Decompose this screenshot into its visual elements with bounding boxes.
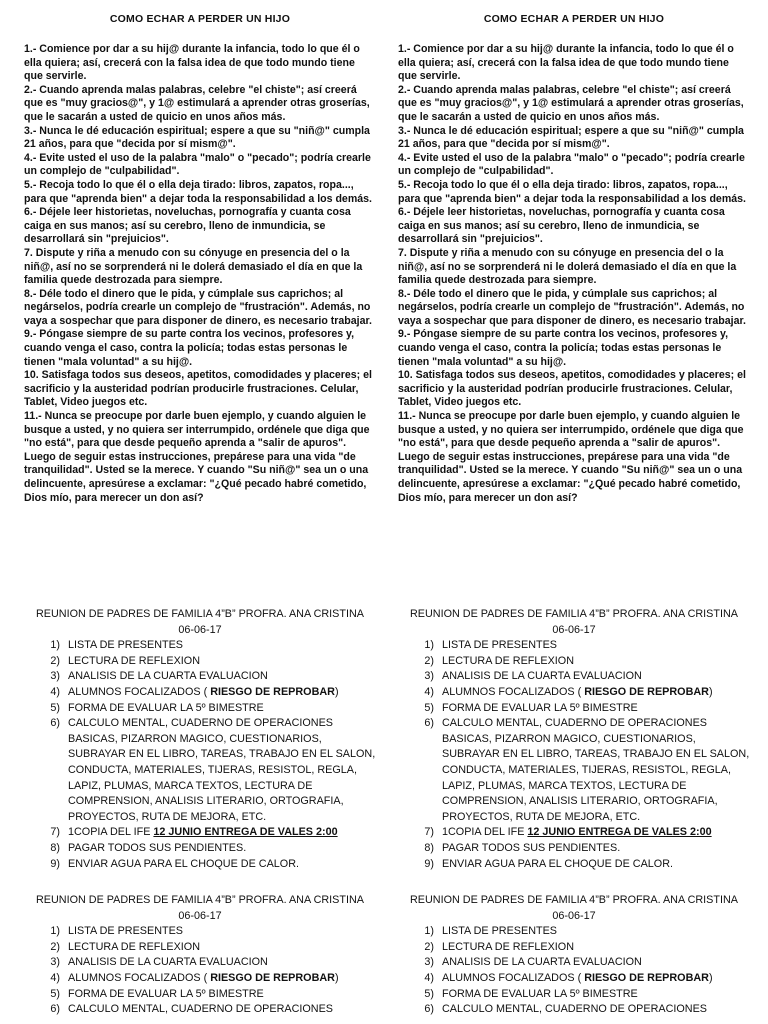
risk-label: RIESGO DE REPROBAR <box>584 971 709 984</box>
agenda-item-text: CALCULO MENTAL, CUADERNO DE OPERACIONES BASICAS, PIZARRON MAGICO, CUESTIONARIOS, SUBRAYAR EN EL LIBRO, TAREAS, TRABAJO EN EL SALON, CONDUCTA, MATERIALES, TIJERAS, RESISTOL, REGLA, LAPIZ, PLUMAS, MARCA TEXTOS, LECTURA DE COMPRENSION, ANALISIS LITERARIO, ORTOGRAFIA, PROYECTOS, RUTA DE MEJORA, ETC. <box>442 717 750 823</box>
agenda-item-text: ANALISIS DE LA CUARTA EVALUACION <box>442 670 642 683</box>
agenda-item-number: 4) <box>50 971 60 984</box>
agenda-item-number: 3) <box>50 956 60 969</box>
agenda-item <box>24 638 376 654</box>
agenda-item <box>24 825 376 841</box>
agenda-item-text <box>442 825 750 841</box>
agenda-title: REUNION DE PADRES DE FAMILIA 4”B” PROFRA. ANA CRISTINA <box>36 894 364 906</box>
article-paragraph: 11.- Nunca se preocupe por darle buen ejemplo, y cuando alguien le busque a usted, y no quiera ser interrumpido, ordénele que diga que "no está", para que desde pequeño aprenda a "salir de apuros". <box>398 410 744 450</box>
agenda-item-number: 6) <box>424 717 434 730</box>
agenda-item-text: LECTURA DE REFLEXION <box>68 940 200 953</box>
agenda-item-text: FORMA DE EVALUAR LA 5º BIMESTRE <box>442 701 638 714</box>
agenda-item <box>24 955 376 971</box>
meeting-agenda <box>24 607 376 872</box>
agenda-item-number: 4) <box>50 685 60 698</box>
right-column <box>398 0 750 1016</box>
agenda-item-number: 1) <box>50 925 60 938</box>
agenda-item-text <box>68 685 376 701</box>
agenda-item-number: 2) <box>50 940 60 953</box>
agenda-item <box>398 955 750 971</box>
agenda-item <box>398 669 750 685</box>
agenda-item-number: 4) <box>424 685 434 698</box>
agenda-item-number: 1) <box>424 925 434 938</box>
vouchers-date-label: 12 JUNIO ENTREGA DE VALES 2:00 <box>153 826 338 839</box>
agenda-item <box>398 1002 750 1018</box>
agenda-item-text: FORMA DE EVALUAR LA 5º BIMESTRE <box>68 701 264 714</box>
agenda-item <box>398 685 750 701</box>
risk-label: RIESGO DE REPROBAR <box>584 685 709 698</box>
agenda-item-text: CALCULO MENTAL, CUADERNO DE OPERACIONES <box>442 1003 707 1016</box>
agenda-item-number: 6) <box>424 1003 434 1016</box>
article-paragraph: 9.- Póngase siempre de su parte contra los vecinos, profesores y, cuando venga el caso, contra la policía; todas estas personas le tienen "mala voluntad" a su hij@. <box>398 328 729 368</box>
meeting-agenda-copy <box>398 893 750 1018</box>
agenda-item-text: LISTA DE PRESENTES <box>68 925 184 938</box>
article-paragraph: 11.- Nunca se preocupe por darle buen ejemplo, y cuando alguien le busque a usted, y no quiera ser interrumpido, ordénele que diga que "no está", para que desde pequeño aprenda a "salir de apuros". <box>24 410 370 450</box>
agenda-item-text: ANALISIS DE LA CUARTA EVALUACION <box>68 670 268 683</box>
article-paragraph: 10. Satisfaga todos sus deseos, apetitos, comodidades y placeres; el sacrificio y la austeridad podrían producirle frustraciones. Celular, Tablet, Video juegos etc. <box>24 369 372 409</box>
agenda-item <box>398 971 750 987</box>
article-paragraph: 6.- Déjele leer historietas, noveluchas, pornografía y cuanta cosa caiga en sus manos; así su cerebro, lleno de inmundicia, se desarrollará sin "prejuicios". <box>24 206 351 246</box>
agenda-date: 06-06-17 <box>552 909 596 922</box>
agenda-item-text: FORMA DE EVALUAR LA 5º BIMESTRE <box>442 987 638 1000</box>
meeting-agenda <box>398 607 750 872</box>
agenda-item-number: 5) <box>424 701 434 714</box>
agenda-item <box>24 841 376 857</box>
agenda-item-number: 8) <box>424 841 434 854</box>
article-paragraph: Luego de seguir estas instrucciones, prepárese para una vida "de tranquilidad". Usted se la merece. Y cuando "Su niñ@" sea un o una delincuente, apresúrese a exclamar: "¿Qué pecado habré cometido, Dios mío, para merecer un don así? <box>398 450 743 504</box>
agenda-item-text-part: ) <box>708 685 713 698</box>
article-paragraph: 10. Satisfaga todos sus deseos, apetitos, comodidades y placeres; el sacrificio y la austeridad podrían producirle frustraciones. Celular, Tablet, Video juegos etc. <box>398 369 746 409</box>
agenda-item-number: 6) <box>50 1003 60 1016</box>
article-paragraph: 3.- Nunca le dé educación espiritual; espere a que su "niñ@" cumpla 21 años, para que "decida por sí mism@". <box>24 124 370 151</box>
agenda-item-text: LISTA DE PRESENTES <box>68 639 184 652</box>
agenda-item-text-part: ALUMNOS FOCALIZADOS ( <box>442 971 585 984</box>
agenda-item-text: CALCULO MENTAL, CUADERNO DE OPERACIONES BASICAS, PIZARRON MAGICO, CUESTIONARIOS, SUBRAYAR EN EL LIBRO, TAREAS, TRABAJO EN EL SALON, CONDUCTA, MATERIALES, TIJERAS, RESISTOL, REGLA, LAPIZ, PLUMAS, MARCA TEXTOS, LECTURA DE COMPRENSION, ANALISIS LITERARIO, ORTOGRAFIA, PROYECTOS, RUTA DE MEJORA, ETC. <box>68 717 376 823</box>
left-column <box>24 0 376 1016</box>
agenda-item-number: 1) <box>50 639 60 652</box>
article-paragraph: 8.- Déle todo el dinero que le pida, y cúmplale sus caprichos; al negárselos, podría crearle un complejo de "frustración". Además, no vaya a sospechar que para disponer de dinero, es necesario trabajar. <box>24 287 372 327</box>
agenda-date: 06-06-17 <box>552 623 596 636</box>
agenda-item-number: 3) <box>424 956 434 969</box>
agenda-item-number: 8) <box>50 841 60 854</box>
article-paragraph: 2.- Cuando aprenda malas palabras, celebre "el chiste"; así creerá que es "muy gracios@", y 1@ estimulará a aprender otras groserías, que le sacarán a usted de quicio en unos años más. <box>398 83 744 123</box>
agenda-item <box>24 701 376 717</box>
agenda-item-text-part: 1COPIA DEL IFE <box>442 826 528 839</box>
agenda-item-text: LECTURA DE REFLEXION <box>442 654 574 667</box>
agenda-list <box>398 638 750 872</box>
agenda-item-text: ANALISIS DE LA CUARTA EVALUACION <box>68 956 268 969</box>
agenda-item-text-part: ALUMNOS FOCALIZADOS ( <box>68 685 211 698</box>
agenda-item-number: 2) <box>424 654 434 667</box>
agenda-date: 06-06-17 <box>178 623 222 636</box>
agenda-item-number: 4) <box>424 971 434 984</box>
article-paragraph: 2.- Cuando aprenda malas palabras, celebre "el chiste"; así creerá que es "muy gracios@", y 1@ estimulará a aprender otras groserías, que le sacarán a usted de quicio en unos años más. <box>24 83 370 123</box>
agenda-item <box>24 1002 376 1018</box>
article-paragraph: 4.- Evite usted el uso de la palabra "malo" o "pecado"; podría crearle un complejo de "culpabilidad". <box>24 151 371 178</box>
agenda-item-text-part: ) <box>708 971 713 984</box>
agenda-title: REUNION DE PADRES DE FAMILIA 4”B” PROFRA. ANA CRISTINA <box>410 894 738 906</box>
agenda-item-text-part: ) <box>334 971 339 984</box>
agenda-item-number: 5) <box>424 987 434 1000</box>
agenda-item-number: 2) <box>50 654 60 667</box>
agenda-item-text: ENVIAR AGUA PARA EL CHOQUE DE CALOR. <box>442 857 673 870</box>
agenda-item <box>398 987 750 1003</box>
agenda-item-number: 5) <box>50 701 60 714</box>
article-paragraph: 5.- Recoja todo lo que él o ella deja tirado: libros, zapatos, ropa..., para que "aprenda bien" a dejar toda la responsabilidad a los demás. <box>24 178 372 205</box>
risk-label: RIESGO DE REPROBAR <box>210 971 335 984</box>
agenda-title: REUNION DE PADRES DE FAMILIA 4”B” PROFRA. ANA CRISTINA <box>410 608 738 620</box>
agenda-item-number: 3) <box>424 670 434 683</box>
agenda-item <box>24 857 376 873</box>
agenda-list <box>24 638 376 872</box>
agenda-item <box>24 669 376 685</box>
agenda-list <box>398 924 750 1018</box>
article-title: COMO ECHAR A PERDER UN HIJO <box>483 13 665 25</box>
agenda-item-text: LECTURA DE REFLEXION <box>68 654 200 667</box>
agenda-item <box>24 654 376 670</box>
agenda-item-text-part: ALUMNOS FOCALIZADOS ( <box>68 971 211 984</box>
article-paragraph: 4.- Evite usted el uso de la palabra "malo" o "pecado"; podría crearle un complejo de "culpabilidad". <box>398 151 745 178</box>
agenda-item <box>398 701 750 717</box>
agenda-item <box>24 924 376 940</box>
agenda-item <box>24 940 376 956</box>
meeting-agenda-copy <box>24 893 376 1018</box>
agenda-item-text: FORMA DE EVALUAR LA 5º BIMESTRE <box>68 987 264 1000</box>
agenda-item-text <box>442 685 750 701</box>
article-paragraph: 5.- Recoja todo lo que él o ella deja tirado: libros, zapatos, ropa..., para que "aprenda bien" a dejar toda la responsabilidad a los demás. <box>398 178 746 205</box>
agenda-item-text: LECTURA DE REFLEXION <box>442 940 574 953</box>
agenda-item <box>398 654 750 670</box>
article-paragraph: 7. Dispute y riña a menudo con su cónyuge en presencia del o la niñ@, así no se sorprenderá ni le dolerá demasiado el día en que la familia quede destrozada para siempre. <box>398 246 737 287</box>
agenda-item-number: 5) <box>50 987 60 1000</box>
agenda-item <box>398 638 750 654</box>
agenda-item-number: 9) <box>424 857 434 870</box>
agenda-item-number: 7) <box>50 826 60 839</box>
article-paragraph: 6.- Déjele leer historietas, noveluchas, pornografía y cuanta cosa caiga en sus manos; así su cerebro, lleno de inmundicia, se desarrollará sin "prejuicios". <box>398 206 725 246</box>
agenda-item <box>398 841 750 857</box>
agenda-item-text: PAGAR TODOS SUS PENDIENTES. <box>442 841 621 854</box>
agenda-item-text: PAGAR TODOS SUS PENDIENTES. <box>68 841 247 854</box>
article-paragraph: 8.- Déle todo el dinero que le pida, y cúmplale sus caprichos; al negárselos, podría crearle un complejo de "frustración". Además, no vaya a sospechar que para disponer de dinero, es necesario trabajar. <box>398 287 746 327</box>
article-paragraph: 7. Dispute y riña a menudo con su cónyuge en presencia del o la niñ@, así no se sorprenderá ni le dolerá demasiado el día en que la familia quede destrozada para siempre. <box>24 246 363 287</box>
agenda-item-number: 6) <box>50 717 60 730</box>
agenda-title: REUNION DE PADRES DE FAMILIA 4”B” PROFRA. ANA CRISTINA <box>36 608 364 620</box>
agenda-item-text-part: ALUMNOS FOCALIZADOS ( <box>442 685 585 698</box>
agenda-item-text <box>68 825 376 841</box>
article-paragraph: 1.- Comience por dar a su hij@ durante la infancia, todo lo que él o ella quiera; así, crecerá con la falsa idea de que todo mundo tiene que servirle. <box>24 43 360 83</box>
agenda-item-text <box>68 971 376 987</box>
agenda-item <box>24 987 376 1003</box>
agenda-item-text-part: ) <box>334 685 339 698</box>
article-paragraph: 1.- Comience por dar a su hij@ durante la infancia, todo lo que él o ella quiera; así, crecerá con la falsa idea de que todo mundo tiene que servirle. <box>398 43 734 83</box>
agenda-item <box>24 716 376 825</box>
agenda-item <box>398 857 750 873</box>
agenda-item <box>24 971 376 987</box>
agenda-item-text: ENVIAR AGUA PARA EL CHOQUE DE CALOR. <box>68 857 299 870</box>
article-title: COMO ECHAR A PERDER UN HIJO <box>109 13 291 25</box>
agenda-item-number: 3) <box>50 670 60 683</box>
risk-label: RIESGO DE REPROBAR <box>210 685 335 698</box>
article-paragraph: Luego de seguir estas instrucciones, prepárese para una vida "de tranquilidad". Usted se la merece. Y cuando "Su niñ@" sea un o una delincuente, apresúrese a exclamar: "¿Qué pecado habré cometido, Dios mío, para merecer un don así? <box>24 450 369 504</box>
agenda-item-text <box>442 971 750 987</box>
agenda-item-text-part: 1COPIA DEL IFE <box>68 826 154 839</box>
article-body <box>24 43 376 603</box>
agenda-item <box>398 940 750 956</box>
agenda-item-number: 9) <box>50 857 60 870</box>
agenda-item <box>398 825 750 841</box>
agenda-item-number: 7) <box>424 826 434 839</box>
agenda-item <box>398 716 750 825</box>
agenda-item-text: LISTA DE PRESENTES <box>442 925 558 938</box>
article-paragraph: 9.- Póngase siempre de su parte contra los vecinos, profesores y, cuando venga el caso, contra la policía; todas estas personas le tienen "mala voluntad" a su hij@. <box>24 328 355 368</box>
agenda-item-text: ANALISIS DE LA CUARTA EVALUACION <box>442 956 642 969</box>
agenda-item <box>24 685 376 701</box>
agenda-item-number: 2) <box>424 940 434 953</box>
agenda-list <box>24 924 376 1018</box>
agenda-item-text: LISTA DE PRESENTES <box>442 639 558 652</box>
agenda-item-text: CALCULO MENTAL, CUADERNO DE OPERACIONES <box>68 1003 333 1016</box>
article-body <box>398 43 750 603</box>
agenda-item <box>398 924 750 940</box>
article-paragraph: 3.- Nunca le dé educación espiritual; espere a que su "niñ@" cumpla 21 años, para que "decida por sí mism@". <box>398 124 744 151</box>
vouchers-date-label: 12 JUNIO ENTREGA DE VALES 2:00 <box>527 826 712 839</box>
agenda-item-number: 1) <box>424 639 434 652</box>
agenda-date: 06-06-17 <box>178 909 222 922</box>
